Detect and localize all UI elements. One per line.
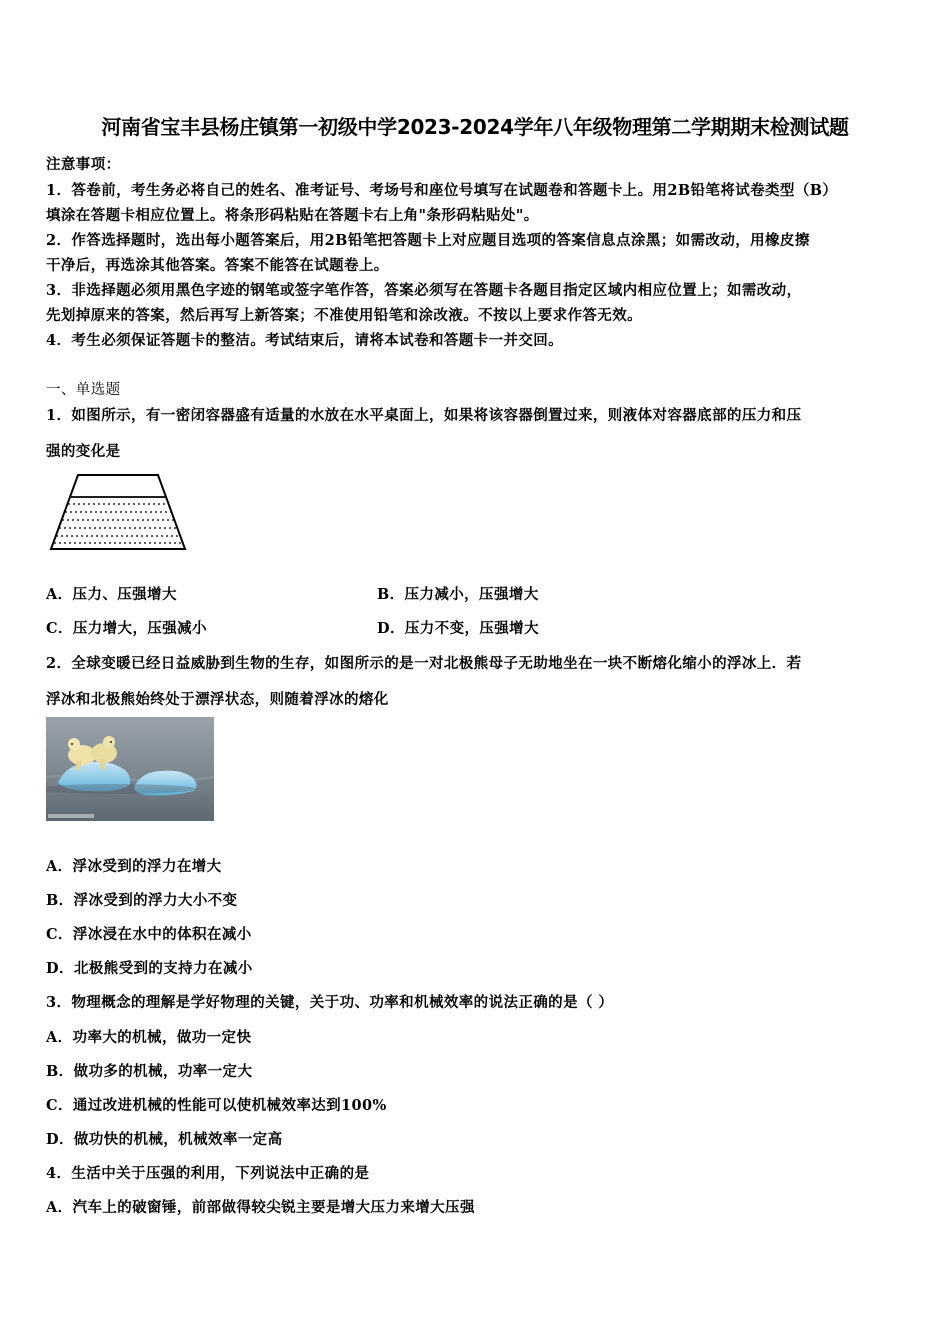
container-diagram [48, 472, 188, 554]
notice-line: 填涂在答题卡相应位置上。将条形码粘贴在答题卡右上角"条形码粘贴处"。 [46, 207, 539, 224]
notice-line: 3．非选择题必须用黑色字迹的钢笔或签字笔作答，答案必须写在答题卡各题目指定区域内相应位置上；如需改动， [46, 282, 802, 299]
q2-stem: 2．全球变暖已经日益威胁到生物的生存，如图所示的是一对北极熊母子无助地坐在一块不断熔化缩小的浮冰上．若 [46, 655, 802, 672]
q4-option-a: A．汽车上的破窗锤，前部做得较尖锐主要是增大压力来增大压强 [46, 1199, 475, 1216]
q3-option-d: D．做功快的机械，机械效率一定高 [46, 1131, 283, 1148]
notice-heading: 注意事项： [46, 156, 121, 173]
section-heading: 一、单选题 [46, 382, 121, 398]
q2-option-c: C．浮冰浸在水中的体积在减小 [46, 926, 252, 943]
q3-option-a: A．功率大的机械，做功一定快 [46, 1029, 252, 1046]
notice-line: 干净后，再选涂其他答案。答案不能答在试题卷上。 [46, 257, 389, 274]
q3-option-c: C．通过改进机械的性能可以使机械效率达到100% [46, 1097, 387, 1114]
q1-option-a: A．压力、压强增大 [46, 586, 177, 603]
page-title: 河南省宝丰县杨庄镇第一初级中学2023-2024学年八年级物理第二学期期末检测试题 [101, 115, 849, 139]
q2-option-a: A．浮冰受到的浮力在增大 [46, 858, 222, 875]
notice-line: 4．考生必须保证答题卡的整洁。考试结束后，请将本试卷和答题卡一并交回。 [46, 332, 564, 349]
polar-bear-photo [46, 717, 214, 821]
q2-option-d: D．北极熊受到的支持力在减小 [46, 960, 253, 977]
q1-option-d: D．压力不变，压强增大 [377, 620, 539, 637]
q1-stem: 1．如图所示，有一密闭容器盛有适量的水放在水平桌面上，如果将该容器倒置过来，则液体对容器底部的压力和压 [46, 407, 802, 424]
q2-stem-cont: 浮冰和北极熊始终处于漂浮状态，则随着浮冰的熔化 [46, 691, 389, 708]
notice-line: 2．作答选择题时，选出每小题答案后，用2B铅笔把答题卡上对应题目选项的答案信息点涂黑；如需改动，用橡皮擦 [46, 232, 810, 249]
notice-line: 1．答卷前，考生务必将自己的姓名、准考证号、考场号和座位号填写在试题卷和答题卡上。用2B铅笔将试卷类型（B） [46, 182, 838, 199]
q1-option-c: C．压力增大，压强减小 [46, 620, 207, 637]
notice-line: 先划掉原来的答案，然后再写上新答案；不准使用铅笔和涂改液。不按以上要求作答无效。 [46, 307, 642, 324]
q4-stem: 4．生活中关于压强的利用，下列说法中正确的是 [46, 1165, 370, 1182]
q3-option-b: B．做功多的机械，功率一定大 [46, 1063, 253, 1080]
q1-option-b: B．压力减小，压强增大 [377, 586, 539, 603]
q3-stem: 3．物理概念的理解是学好物理的关键，关于功、功率和机械效率的说法正确的是（ ） [46, 994, 614, 1011]
q2-option-b: B．浮冰受到的浮力大小不变 [46, 892, 238, 909]
q1-stem-cont: 强的变化是 [46, 443, 121, 460]
